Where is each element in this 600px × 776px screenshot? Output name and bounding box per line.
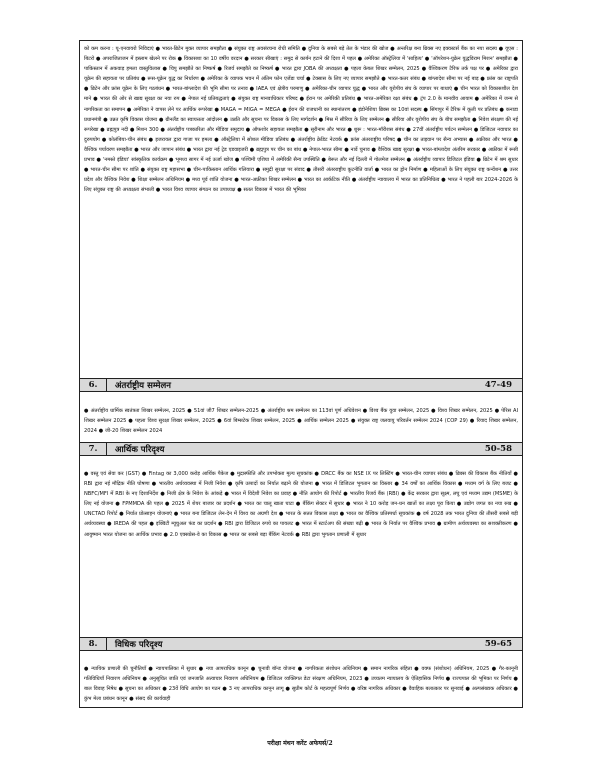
section-page-range: 50-58 [484,444,512,454]
section-continued-text: को कम करना : यू-एनवायरो निविदाएं ● भारत-ब्रिटेन मुक्त व्यापार समझौता ● संयुक्त राष्ट्र अवसंरचना रोधी समिति ● दुनिया के सबसे बड़े तेल के भंडार की खोज ● अन्तरिक्ष बना ब्रिक्स नए इक्वस्टर्स बैंक का नया सदस्य ● यूएस : बिटरो ● अपराजिताजन में इस्लाम खेलने पर रोक ● विकासशा का 10 वर्षीय वरदान ● सरकार सीखाएं : समुद्र से कार्बन हटाने की दिशा में पहल ● अमेरिका ऑस्ट्रेलिया में 'साहित्य' ● 'ऑपरेशन-युक्रेन युद्धविराम मिशन' समझौता ● पाकिस्तान में अकवाड़ हमला वास्तुविलास ● चिपु समझौते का निष्कर्ष ● रिजर्व समझौते का निष्कर्ष ● भारत द्वारा JOBA की अध्यक्षता ● पहला केबल शिखर सम्मेलन, 2025 ● वैश्विकरण टैरिफ तर्क पक्ष पर ● अमेरिका द्वारा यूक्रेन की सहायता पर प्रतिबंध ● रूस-यूक्रेन युद्ध का निर्धारण ● अमेरिका के व्यापक भवन में अंतिम फोन एजेंडा चर्चा ● टेक्सास के लिए नए व्यापार समझौते ● भारत-कतर संबंध ● बांग्लादेश सीमा पर नई बाड़ ● फ्रांस का राष्ट्रपति ● ब्रिटेन और फ्रांस यूक्रेन के लिए गठबंधन ● भारत-बांग्लादेश की भूमि सीमा पर तनाव ● IAEA एवं क्षेत्रीय परमाणु ● अमेरिका-चीन व्यापार युद्ध ● भारत और यूरोपीय संघ के व्यापार पर बाधाएं ● चीन भारत को विकासशील देश माने ● भारत की ओर से खाद्य सुरक्षा का नया रुप ● नेपाल नई प्रतिबद्धताएं ● संयुक्त राष्ट्र मानवाधिकार परिषद ● ईरान पर अमेरिकी प्रतिबंध ● भारत-अमेरिका रक्षा संबंध ● ट्रंप 2.0 के मानवीय आयाम ● अमेरिका में जन्म से नागरिकता का समापन ● अमेरिका ने वापस लेने पर आर्थिक रूपरेखा ● MAGA = MIGA = MEGA ● ईरान की राजधानी का स्थानांतरण ● इंडोनेशिया ब्रिक्स का 10वां सदस्य ● सिंगापुर में टैरिफ में कूली पर प्रतिबंध ● कनाडा प्रधानमंत्री ● उन्नत कृषि विकास योजना ● ग्रीनलैंड का स्वायत्तता आंदोलन ● उन्नति और सूचना पर विकास के लिए मार्गदर्शन ● मिस्र में सीरिया के लिए सम्मेलन ● सीरिया और यूरोपीय संघ के बीच समझौता ● निवेश संरक्षण की नई रूपरेखा ● ब्रह्मपुत्र नदी ● मिशन 300 ● अंतर्राष्ट्रीय पत्रकारिता और मीडिया समुदाय ● ऑफशोर सहायता समझौता ● सूरीनाम और भारत ● शुरू : भारत-मॉरीशस संबंध ● 27वीं अंतर्राष्ट्रीय पर्यटन सम्मेलन ● डिजिटल नवाचार का दुरुपयोग ● कोलंबिया-चीन संबंध ● इजरायल द्वारा गाजा पर हमला ● ऑस्ट्रेलिया में सोशल मीडिया प्रतिबंध ● अंतर्राष्ट्रीय क्रेडिट नेटवर्क ● फ्रांस अंतरराष्ट्रीय परिषद ● चीन का ताइवान पर सैन्य अभ्यास ● अफ्रीका और भारत ● वैश्विक पर्यावरण समझौता ● भारत और जापान संबंध ● भारत द्वारा नई ट्रेड एडवाइजरी ● ब्रह्मपुत्र पर चीन का बांध ● नेपाल-भारत सीमा ● नार्वे चुनाव ● वैश्विक खाद्य सुरक्षा ● भारत-बांग्लादेश अंतरिम सरकार ● अफ्रीका में रूसी प्रभाव ● 'नमस्ते इंडिया' सांस्कृतिक कार्यक्रम ● भूमध्य सागर में नई ऊर्जा खोज ● पश्चिमी एशिया में अमेरिकी सैन्य उपस्थिति ● बेरूत और नई दिल्ली में गोलमेज सम्मेलन ● अंतर्राष्ट्रीय व्यापार डिजिटल इंडिया ● ब्रिटेन में श्रम सुधार ● भारत-चीन सीमा पर शांति ● संयुक्त राष्ट्र महासभा ● चीन-पाकिस्तान आर्थिक गलियारा ● समुद्री सुरक्षा पर संवाद ● तीसरी अंतरराष्ट्रीय कूटनीति वार्ता ● भारत का ड्रोन निर्माण ● महिलाओं के लिए संयुक्त राष्ट्र कन्वेंशन ● उत्तर प्रदेश और वैश्विक निवेश ● शिक्षा सम्मेलन अधिनियम ● मध्य पूर्व शांति योजना ● भारत-अफ्रीका शिखर सम्मेलन ● भारत का आर्कटिक नीति ● अंतर्राष्ट्रीय न्यायालय में भारत का प्रतिनिधित्व ● भारत ने पहली बार 2024-2026 के लिए संयुक्त राष्ट्र की अध्यक्षता संभाली ● भारत विश्व व्यापार संगठन का उपाध्यक्ष ● सतत विकास में भारत की भूमिका [84,46,518,194]
section-header-legal-scenario [80,637,522,651]
section-economic-scenario-text: ● वस्तु एवं सेवा कर (GST) ● Fintag का 3,000 करोड़ आर्थिक पैकेज ● मुद्रास्फीति और उपभोक्ता मूल्य सूचकांक ● DRCC बैंक का NSE IX पर लिस्टिंग ● भारत-चीन व्यापार संबंध ● ब्रिक्स की विकास बैंक नीतियाँ ● RBI द्वारा नई मौद्रिक नीति घोषणा ● भारतीय अर्थव्यवस्था में निजी निवेश ● कृषि उत्पादों का निर्यात बढ़ाने की योजना ● भारत में डिजिटल भुगतान का विस्तार ● 34 वर्षों का आर्थिक विकास ● मध्यम वर्ग के लिए बजट ● NBFC/MFI में RBI के नए दिशानिर्देश ● निजी क्षेत्र के निवेश के आंकड़े ● भारत में विदेशी निवेश का प्रवाह ● नीति आयोग की रिपोर्ट ● भारतीय रिजर्व बैंक (RBI) ● केंद्र सरकार द्वारा सूक्ष्म, लघु एवं मध्यम उद्यम (MSME) के लिए नई योजना ● FPMMDA की पहल ● 2025 में शेयर बाजार का प्रदर्शन ● भारत का चालू खाता घाटा ● बैंकिंग सेक्टर में सुधार ● भारत ने 10 करोड़ जन-धन खातों का लक्ष्य पूरा किया ● उद्योग जगत का नया रुख ● UNCTAD रिपोर्ट ● निर्यात प्रोत्साहन योजनाएं ● भारत बना डिजिटल लेन-देन में विश्व का अग्रणी देश ● भारत के सतत विकास लक्ष्य ● भारत का वैश्विक प्रतिस्पर्धा सूचकांक ● वर्ष 2028 तक भारत दुनिया की तीसरी सबसे बड़ी अर्थव्यवस्था ● IREDA की पहल ● इक्विटी म्यूचुअल फंड का प्रदर्शन ● RBI द्वारा डिजिटल रुपये का पायलट ● भारत में स्टार्टअप की संख्या बढ़ी ● भारत के निर्यात पर वैश्विक प्रभाव ● ग्रामीण अर्थव्यवस्था का सशक्तीकरण ● आयुष्मान भारत योजना का आर्थिक प्रभाव ● 2.0 एक्सप्रेस-वे का विकास ● भारत का सबसे बड़ा बैंकिंग नेटवर्क ● RBI द्वारा भुगतान प्रणाली में सुधार [84,471,518,538]
section-international-summits-text: ● अंतर्राष्ट्रीय धार्मिक स्वतंत्रता शिखर सम्मेलन, 2025 ● 51वां जी7 शिखर सम्मेलन-2025 ● अंतर्राष्ट्रीय श्रम सम्मेलन का 113वां पूर्ण अधिवेशन ● विश्व बैंक युवा सम्मेलन, 2025 ● विश्व शिखर सम्मेलन, 2025 ● पेरिस AI शिखर सम्मेलन 2025 ● पहला विश्व सुरक्षा शिखर सम्मेलन, 2025 ● 6वां बिम्सटेक शिखर सम्मेलन, 2025 ● आर्थिक सम्मेलन 2025 ● संयुक्त राष्ट्र जलवायु परिवर्तन सम्मेलन 2024 (COP 29) ● रियाद शिखर सम्मेलन, 2024 ● जी-20 शिखर सम्मेलन 2024 [84,408,518,435]
section-header-international-summits [80,378,522,392]
section-title: विधिक परिदृश्य [115,639,163,650]
section-number: 6. [80,379,107,391]
section-title: आर्थिक परिदृश्य [115,444,165,455]
contents-frame [79,40,523,708]
section-number: 7. [80,443,107,455]
page-footer: परीक्षा मंथन करेंट अफेयर्स/2 [267,740,333,747]
section-number: 8. [80,638,107,650]
section-page-range: 59-65 [484,639,512,649]
section-header-economic-scenario [80,442,522,456]
section-title: अंतर्राष्ट्रीय सम्मेलन [115,380,171,391]
section-legal-scenario-text: ● न्यायिक प्रणाली की चुनौतियाँ ● न्यायपालिका में सुधार ● नया आपराधिक कानून ● चुनावी बॉन्ड योजना ● नागरिकता संशोधन अधिनियम ● समान नागरिक संहिता ● वक्फ (संशोधन) अधिनियम, 2025 ● गैर-कानूनी गतिविधियाँ निवारण अधिनियम ● अनुसूचित जाति एवं जनजाति अत्याचार निवारण अधिनियम ● डिजिटल व्यक्तिगत डेटा संरक्षण अधिनियम, 2023 ● उच्चतम न्यायालय के ऐतिहासिक निर्णय ● राज्यपाल की भूमिका पर निर्णय ● बाल विवाह निषेध ● सूचना का अधिकार ● 23वें विधि आयोग का गठन ● 3 नए आपराधिक कानून लागू ● सुप्रीम कोर्ट के महत्वपूर्ण निर्णय ● वरिष्ठ नागरिक अधिकार ● वैवाहिक बलात्कार पर सुनवाई ● अल्पसंख्यक अधिकार ● कुंभ मेला प्रबंधन कानून ● संसद की कार्यवाही [84,666,518,703]
section-page-range: 47-49 [484,380,512,390]
